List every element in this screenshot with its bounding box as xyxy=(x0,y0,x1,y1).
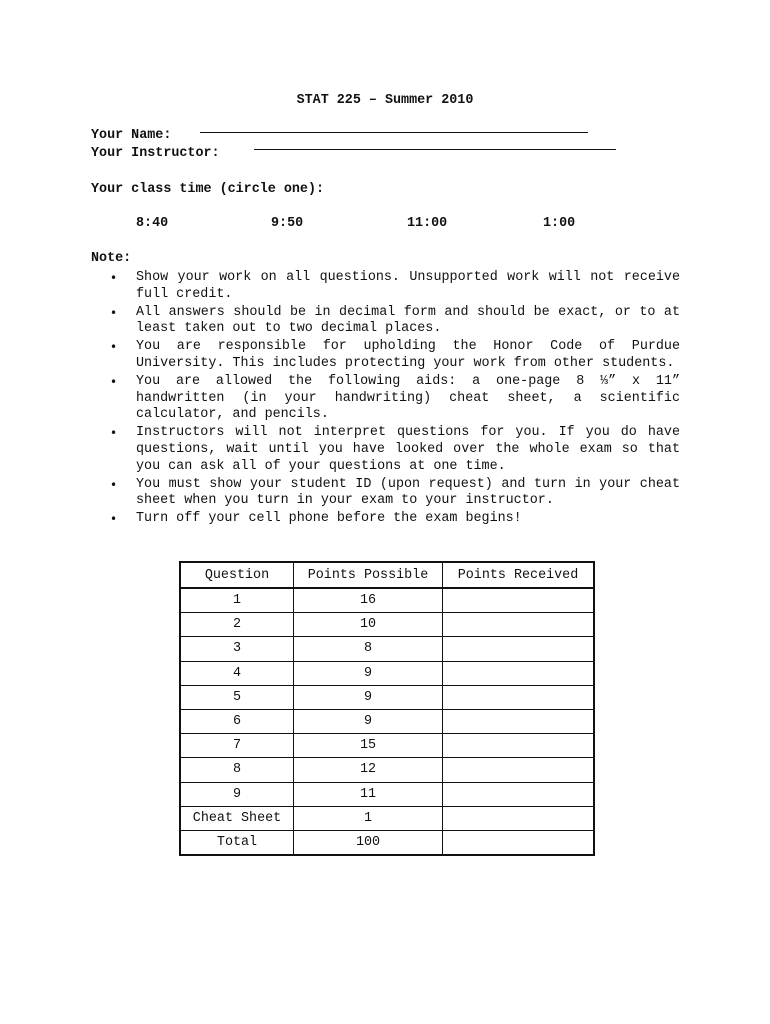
points-possible-cell: 12 xyxy=(294,758,443,782)
points-possible-cell: 9 xyxy=(294,709,443,733)
bullet-icon: • xyxy=(110,305,118,320)
instruction-item xyxy=(105,425,680,475)
name-input-line[interactable] xyxy=(200,131,588,133)
class-time-option[interactable]: 8:40 xyxy=(136,216,169,231)
table-row xyxy=(180,613,594,637)
question-cell: 2 xyxy=(180,613,294,637)
points-received-cell[interactable] xyxy=(443,709,595,733)
points-received-cell[interactable] xyxy=(443,758,595,782)
instructor-field xyxy=(91,146,220,161)
points-possible-cell: 8 xyxy=(294,637,443,661)
points-possible-cell: 9 xyxy=(294,685,443,709)
points-possible-cell: 10 xyxy=(294,613,443,637)
points-received-cell[interactable] xyxy=(443,613,595,637)
instruction-text: You are responsible for upholding the Honor Code of Purdue University. This includes protecting your work from other students. xyxy=(136,339,680,371)
instruction-text: You are allowed the following aids: a one-page 8 ⅓” x 11” handwritten (in your handwriting) cheat sheet, a scientific calculator, and pencils. xyxy=(136,374,680,423)
question-cell: 1 xyxy=(180,588,294,613)
table-row xyxy=(180,637,594,661)
instruction-item xyxy=(105,511,680,528)
bullet-icon: • xyxy=(110,340,118,355)
column-header-question: Question xyxy=(180,562,294,588)
table-row xyxy=(180,782,594,806)
table-row xyxy=(180,685,594,709)
table-row xyxy=(180,588,594,613)
points-possible-cell: 16 xyxy=(294,588,443,613)
question-cell: 9 xyxy=(180,782,294,806)
score-table-body xyxy=(180,588,594,855)
instruction-text: You must show your student ID (upon request) and turn in your cheat sheet when you turn in your exam to your instructor. xyxy=(136,476,680,509)
points-received-cell[interactable] xyxy=(443,830,595,855)
points-possible-cell: 15 xyxy=(294,734,443,758)
points-received-cell[interactable] xyxy=(443,782,595,806)
name-label: Your Name: xyxy=(91,128,172,143)
instructor-label: Your Instructor: xyxy=(91,146,220,161)
question-cell: 7 xyxy=(180,734,294,758)
instruction-text: Turn off your cell phone before the exam begins! xyxy=(136,511,522,527)
question-cell: 5 xyxy=(180,685,294,709)
question-cell: 6 xyxy=(180,709,294,733)
column-header-points-possible: Points Possible xyxy=(294,562,443,588)
question-cell: 4 xyxy=(180,661,294,685)
instruction-item xyxy=(105,305,680,338)
instruction-item xyxy=(105,477,680,510)
points-received-cell[interactable] xyxy=(443,588,595,613)
table-row xyxy=(180,830,594,855)
bullet-icon: • xyxy=(110,375,118,390)
instruction-item xyxy=(105,270,680,303)
points-possible-cell: 9 xyxy=(294,661,443,685)
instructor-input-line[interactable] xyxy=(254,148,616,150)
class-time-option[interactable]: 11:00 xyxy=(407,216,448,231)
question-cell: 8 xyxy=(180,758,294,782)
points-possible-cell: 1 xyxy=(294,806,443,830)
score-table xyxy=(179,561,595,856)
exam-title: STAT 225 – Summer 2010 xyxy=(296,93,474,108)
points-received-cell[interactable] xyxy=(443,661,595,685)
note-label: Note: xyxy=(91,251,132,266)
instruction-text: All answers should be in decimal form and should be exact, or to at least taken out to two decimal places. xyxy=(136,304,680,337)
points-received-cell[interactable] xyxy=(443,806,595,830)
class-time-label: Your class time (circle one): xyxy=(91,182,325,197)
bullet-icon: • xyxy=(110,271,118,285)
instruction-text: Instructors will not interpret questions for you. If you do have questions, wait until you have looked over the whole exam so that you can ask all of your questions at one time. xyxy=(136,425,680,474)
points-received-cell[interactable] xyxy=(443,637,595,661)
instruction-text: Show your work on all questions. Unsupported work will not receive full credit. xyxy=(136,270,680,302)
name-field xyxy=(91,128,171,143)
question-cell: Total xyxy=(180,830,294,855)
instruction-item xyxy=(105,339,680,372)
points-possible-cell: 100 xyxy=(294,830,443,855)
table-row xyxy=(180,661,594,685)
question-cell: 3 xyxy=(180,637,294,661)
bullet-icon: • xyxy=(110,426,118,441)
class-time-option[interactable]: 9:50 xyxy=(271,216,304,231)
points-possible-cell: 11 xyxy=(294,782,443,806)
instructions-list xyxy=(105,270,680,529)
bullet-icon: • xyxy=(110,477,118,492)
table-row xyxy=(180,758,594,782)
table-row xyxy=(180,806,594,830)
question-cell: Cheat Sheet xyxy=(180,806,294,830)
instruction-item xyxy=(105,374,680,424)
bullet-icon: • xyxy=(110,512,118,527)
points-received-cell[interactable] xyxy=(443,685,595,709)
points-received-cell[interactable] xyxy=(443,734,595,758)
table-row xyxy=(180,709,594,733)
table-row xyxy=(180,734,594,758)
table-header-row xyxy=(180,562,594,588)
column-header-points-received: Points Received xyxy=(443,562,595,588)
class-time-option[interactable]: 1:00 xyxy=(543,216,576,231)
